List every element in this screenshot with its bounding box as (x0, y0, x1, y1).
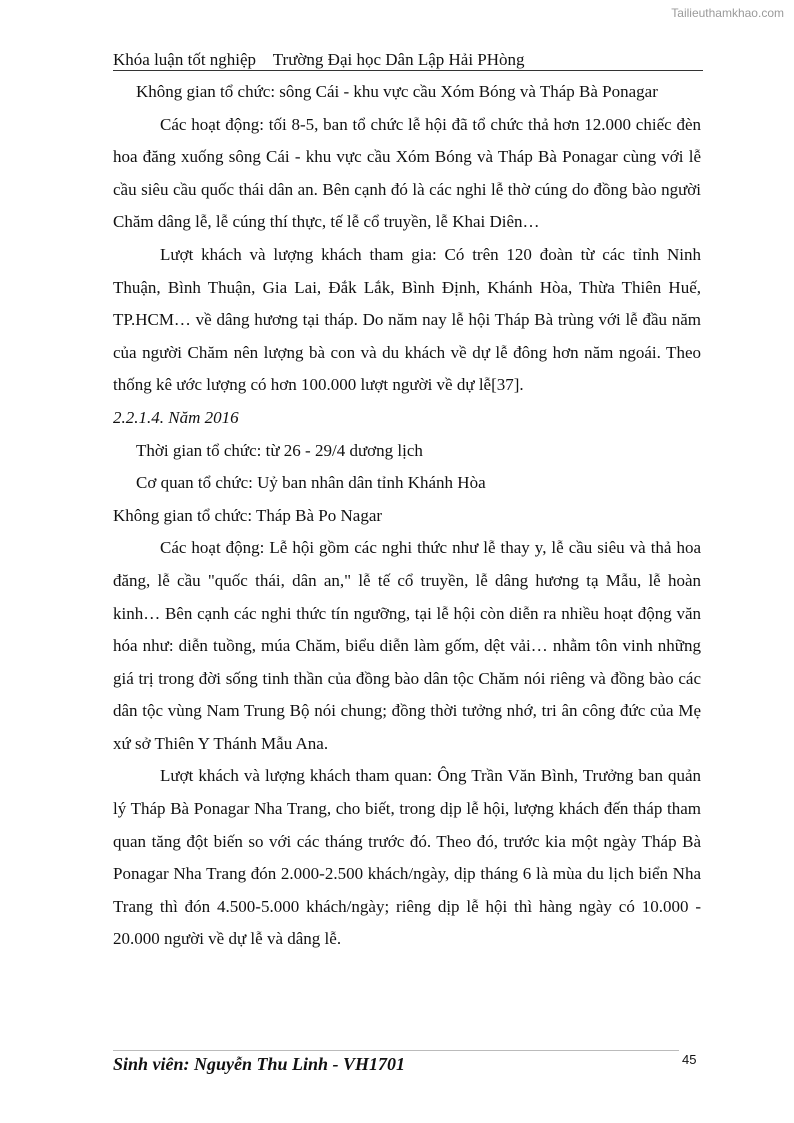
section-heading-2016: 2.2.1.4. Năm 2016 (113, 407, 239, 427)
watermark: Tailieuthamkhao.com (671, 6, 784, 20)
paragraph-activities-2015: Các hoạt động: tối 8-5, ban tổ chức lễ hội đã tổ chức thả hơn 12.000 chiếc đèn hoa đăng xuống sông Cái - khu vực cầu Xóm Bóng và Tháp Bà Ponagar cùng với lễ cầu siêu cầu quốc thái dân an. Bên cạnh đó là các nghi lễ thờ cúng do đồng bào người Chăm dâng lễ, lễ cúng thí thực, tế lễ cổ truyền, lễ Khai Diên… (113, 114, 701, 232)
paragraph-visitors-2016: Lượt khách và lượng khách tham quan: Ông Trần Văn Bình, Trưởng ban quản lý Tháp Bà Ponagar Nha Trang, cho biết, trong dịp lễ hội, lượng khách đến tháp tham quan tăng đột biến so với các tháng trước đó. Theo đó, trước kia một ngày Tháp Bà Ponagar Nha Trang đón 2.000-2.500 khách/ngày, dịp tháng 6 là mùa du lịch biển Nha Trang thì đón 4.500-5.000 khách/ngày; riêng dịp lễ hội thì hàng ngày có 10.000 - 20.000 người về dự lễ và dâng lễ. (113, 766, 701, 949)
paragraph-space-2016: Không gian tổ chức: Tháp Bà Po Nagar (113, 505, 383, 525)
paragraph-time-2016: Thời gian tổ chức: từ 26 - 29/4 dương lịch (136, 440, 423, 460)
footer-divider (113, 1050, 679, 1051)
paragraph-organizer-2016: Cơ quan tổ chức: Uỷ ban nhân dân tỉnh Khánh Hòa (136, 473, 486, 493)
page-number: 45 (682, 1052, 697, 1067)
page-body (113, 76, 701, 956)
header-thesis-label: Khóa luận tốt nghiệp (113, 50, 257, 69)
paragraph-activities-2016: Các hoạt động: Lễ hội gồm các nghi thức như lễ thay y, lễ cầu siêu và thả hoa đăng, lễ cầu "quốc thái, dân an," lễ tế cổ truyền, lễ dâng hương tạ Mẫu, lễ hoàn kinh… Bên cạnh các nghi thức tín ngưỡng, tại lễ hội còn diễn ra nhiều hoạt động văn hóa như: diễn tuồng, múa Chăm, biểu diễn làm gốm, dệt vải… nhằm tôn vinh những giá trị trong đời sống tinh thần của đồng bào dân tộc Chăm nói riêng và đồng bào các dân tộc vùng Nam Trung Bộ nói chung; đồng thời tưởng nhớ, tri ân công đức của Mẹ xứ sở Thiên Y Thánh Mẫu Ana. (113, 538, 701, 753)
paragraph-visitors-2015: Lượt khách và lượng khách tham gia: Có trên 120 đoàn từ các tỉnh Ninh Thuận, Bình Thuận, Gia Lai, Đắk Lắk, Bình Định, Khánh Hòa, Thừa Thiên Huế, TP.HCM… về dâng hương tại tháp. Do năm nay lễ hội Tháp Bà trùng với lễ đầu năm của người Chăm nên lượng bà con và du khách về dự lễ đông hơn năm ngoái. Theo thống kê ước lượng có hơn 100.000 lượt người về dự lễ[37]. (113, 244, 701, 395)
header-divider (113, 70, 703, 71)
page-header (113, 50, 701, 70)
header-university: Trường Đại học Dân Lập Hải PHòng (272, 50, 525, 69)
footer-student: Sinh viên: Nguyễn Thu Linh - VH1701 (113, 1054, 406, 1074)
paragraph-space-2015: Không gian tổ chức: sông Cái - khu vực cầu Xóm Bóng và Tháp Bà Ponagar (136, 82, 658, 101)
